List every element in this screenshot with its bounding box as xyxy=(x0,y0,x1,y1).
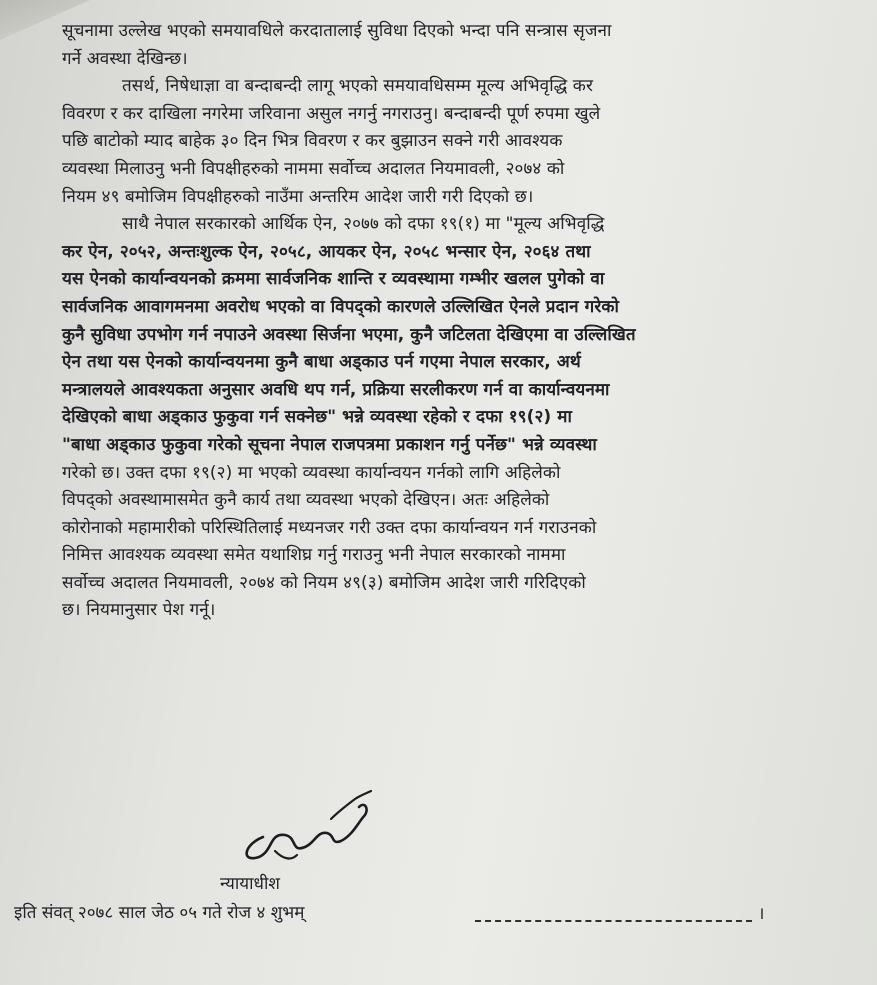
text-line: "बाधा अड्काउ फुकुवा गरेको सूचना नेपाल राजपत्रमा प्रकाशन गर्नु पर्नेछ" भन्ने व्यवस्था xyxy=(62,434,597,455)
text-line: गर्ने अवस्था देखिन्छ। xyxy=(62,48,188,69)
text-line: सर्वोच्च अदालत नियमावली, २०७४ को नियम ४९(३) बमोजिम आदेश जारी गरिदिएको xyxy=(62,572,586,593)
paragraph-start-line: तसर्थ, निषेधाज्ञा वा बन्दाबन्दी लागू भएको समयावधिसम्म मूल्य अभिवृद्धि कर xyxy=(122,76,594,97)
text-line: मन्त्रालयले आवश्यकता अनुसार अवधि थप गर्न, प्रक्रिया सरलीकरण गर्न वा कार्यान्वयनमा xyxy=(62,379,610,400)
text-line: सार्वजनिक आवागमनमा अवरोध भएको वा विपद्को कारणले उल्लिखित ऐनले प्रदान गरेको xyxy=(62,296,619,317)
text-line: निमित्त आवश्यक व्यवस्था समेत यथाशिघ्र गर्नु गराउनु भनी नेपाल सरकारको नाममा xyxy=(62,545,566,566)
dashed-rule xyxy=(475,920,752,922)
text-line: देखिएको बाधा अड्काउ फुकुवा गर्न सक्नेछ" भन्ने व्यवस्था रहेको र दफा १९(२) मा xyxy=(62,407,572,428)
text-line: गरेको छ। उक्त दफा १९(२) मा भएको व्यवस्था कार्यान्वयन गर्नको लागि अहिलेको xyxy=(62,462,561,483)
paragraph-start-line: साथै नेपाल सरकारको आर्थिक ऐन, २०७७ को दफा १९(१) मा "मूल्य अभिवृद्धि xyxy=(122,214,605,235)
text-line: विपद्को अवस्थामासमेत कुनै कार्य तथा व्यवस्था भएको देखिएन। अतः अहिलेको xyxy=(62,490,550,511)
text-line: पछि बाटोको म्याद बाहेक ३० दिन भित्र विवरण र कर बुझाउन सक्ने गरी आवश्यक xyxy=(62,131,563,152)
text-line: कुनै सुविधा उपभोग गर्न नपाउने अवस्था सिर्जना भएमा, कुनै जटिलता देखिएमा वा उल्लिखित xyxy=(62,324,636,345)
text-line: कोरोनाको महामारीको परिस्थितिलाई मध्यनजर गरी उक्त दफा कार्यान्वयन गर्न गराउनको xyxy=(62,517,597,538)
text-line: सूचनामा उल्लेख भएको समयावधिले करदातालाई सुविधा दिएको भन्दा पनि सन्त्रास सृजना xyxy=(62,21,612,41)
text-line: यस ऐनको कार्यान्वयनको क्रममा सार्वजनिक शान्ति र व्यवस्थामा गम्भीर खलल पुगेको वा xyxy=(62,269,605,290)
body-text xyxy=(62,18,822,625)
handwritten-signature xyxy=(235,785,395,875)
text-line: नियम ४९ बमोजिम विपक्षीहरुको नाउँमा अन्तरिम आदेश जारी गरी दिएको छ। xyxy=(62,186,534,207)
end-mark: । xyxy=(758,904,765,924)
text-line: छ। नियमानुसार पेश गर्नू। xyxy=(62,600,216,621)
text-line: व्यवस्था मिलाउनु भनी विपक्षीहरुको नाममा सर्वोच्च अदालत नियमावली, २०७४ को xyxy=(62,158,565,179)
signature-title: न्यायाधीश xyxy=(220,874,280,894)
text-line: विवरण र कर दाखिला नगरेमा जरिवाना असुल नगर्नु नगराउनु। बन्दाबन्दी पूर्ण रुपमा खुले xyxy=(62,103,601,124)
text-line: ऐन तथा यस ऐनको कार्यान्वयनमा कुनै बाधा अड्काउ पर्न गएमा नेपाल सरकार, अर्थ xyxy=(62,352,581,373)
date-line: इति संवत् २०७८ साल जेठ ०५ गते रोज ४ शुभम् xyxy=(14,903,305,923)
text-line: कर ऐन, २०५२, अन्तःशुल्क ऐन, २०५८, आयकर ऐन, २०५८ भन्सार ऐन, २०६४ तथा xyxy=(62,241,591,262)
